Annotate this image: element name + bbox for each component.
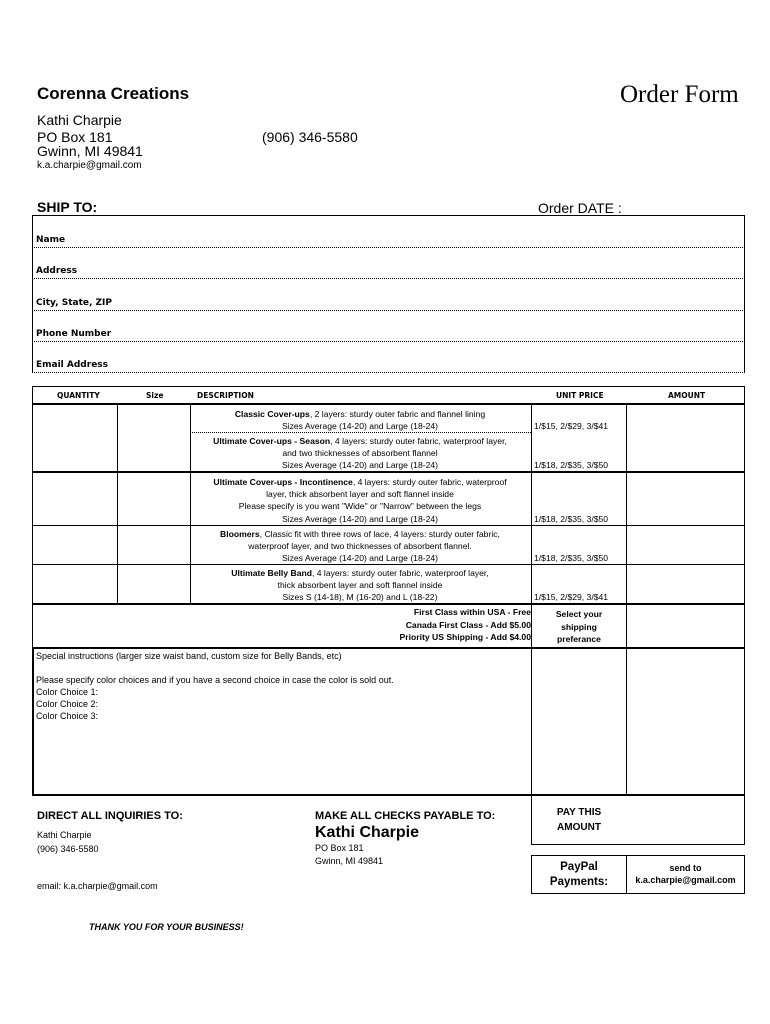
pay-this-amount-label: PAY THIS AMOUNT bbox=[556, 807, 602, 833]
color-choice-2[interactable]: Color Choice 2: bbox=[36, 699, 99, 709]
checks-heading: MAKE ALL CHECKS PAYABLE TO: bbox=[315, 810, 496, 822]
col-unit-price: UNIT PRICE bbox=[556, 391, 604, 400]
product-name: Bloomers bbox=[220, 529, 260, 539]
thank-you-note: THANK YOU FOR YOUR BUSINESS! bbox=[89, 922, 244, 932]
checks-po: PO Box 181 bbox=[315, 843, 364, 853]
unit-price: 1/$15, 2/$29, 3/$41 bbox=[534, 592, 609, 602]
company-name: Corenna Creations bbox=[37, 84, 190, 103]
product-name: Classic Cover-ups bbox=[234, 409, 310, 419]
product-name: Ultimate Cover-ups - Season bbox=[213, 436, 331, 446]
product-name: Ultimate Cover-ups - Incontinence bbox=[213, 477, 353, 487]
product-row: Ultimate Belly Band, 4 layers: sturdy outer fabric, waterproof layer, thick absorbent layer and soft flannel inside Sizes S (14-18), M (16-20) and L (18-22) bbox=[231, 568, 489, 603]
size-column[interactable] bbox=[119, 405, 189, 602]
unit-price: 1/$18, 2/$35, 3/$50 bbox=[534, 460, 609, 470]
paypal-send-to[interactable]: send to k.a.charpie@gmail.com bbox=[635, 863, 736, 885]
field-email-address[interactable]: Email Address bbox=[36, 360, 109, 370]
inquiries-phone: (906) 346-5580 bbox=[37, 844, 99, 854]
company-email[interactable]: k.a.charpie@gmail.com bbox=[37, 160, 142, 171]
paypal-label: PayPal Payments: bbox=[549, 861, 609, 888]
checks-name: Kathi Charpie bbox=[315, 824, 420, 841]
quantity-cell[interactable] bbox=[34, 565, 116, 602]
color-choice-1[interactable]: Color Choice 1: bbox=[36, 687, 99, 697]
ship-to-heading: SHIP TO: bbox=[37, 199, 98, 215]
product-row: Ultimate Cover-ups - Incontinence, 4 layers: sturdy outer fabric, waterproof layer, thick absorbent layer and soft flannel inside Please specify is you want "Wide" or "Narrow" between the legs Sizes Average (14-20) and Large (18-24) bbox=[213, 477, 507, 524]
company-city: Gwinn, MI 49841 bbox=[37, 143, 143, 159]
form-title: Order Form bbox=[620, 81, 739, 108]
quantity-cell[interactable] bbox=[34, 473, 116, 524]
field-city-state-zip[interactable]: City, State, ZIP bbox=[36, 298, 112, 308]
amount-column[interactable] bbox=[628, 405, 743, 602]
quantity-cell[interactable] bbox=[34, 526, 116, 563]
product-row: Ultimate Cover-ups - Season, 4 layers: sturdy outer fabric, waterproof layer, and two thicknesses of absorbent flannel Sizes Average (14-20) and Large (18-24) bbox=[213, 436, 507, 471]
col-description: DESCRIPTION bbox=[197, 391, 254, 400]
col-size: Size bbox=[146, 391, 164, 400]
shipping-select[interactable]: Select your shipping preferance bbox=[555, 609, 603, 644]
inquiries-name: Kathi Charpie bbox=[37, 830, 92, 840]
po-box: PO Box 181 bbox=[37, 129, 113, 145]
quantity-cell[interactable] bbox=[34, 405, 116, 470]
contact-name: Kathi Charpie bbox=[37, 112, 122, 128]
shipping-options: First Class within USA - Free Canada First Class - Add $5.00 Priority US Shipping - Add $4.00 bbox=[399, 607, 531, 642]
order-date-label: Order DATE : bbox=[538, 200, 622, 216]
color-choice-3[interactable]: Color Choice 3: bbox=[36, 711, 99, 721]
company-phone: (906) 346-5580 bbox=[262, 129, 358, 145]
product-row: Bloomers, Classic fit with three rows of lace, 4 layers: sturdy outer fabric, waterproof layer, and two thicknesses of absorbent flannel. Sizes Average (14-20) and Large (18-24) bbox=[220, 529, 500, 564]
col-amount: AMOUNT bbox=[668, 391, 706, 400]
special-instructions[interactable]: Special instructions (larger size waist band, custom size for Belly Bands, etc) bbox=[36, 651, 342, 661]
product-row: Classic Cover-ups, 2 layers: sturdy outer fabric and flannel lining Sizes Average (14-20) and Large (18-24) bbox=[234, 409, 486, 432]
unit-price: 1/$18, 2/$35, 3/$50 bbox=[534, 514, 609, 524]
col-quantity: QUANTITY bbox=[57, 391, 100, 400]
checks-city: Gwinn, MI 49841 bbox=[315, 856, 384, 866]
field-phone-number[interactable]: Phone Number bbox=[36, 329, 112, 339]
pay-amount-field[interactable] bbox=[628, 797, 743, 843]
inquiries-heading: DIRECT ALL INQUIRIES TO: bbox=[37, 810, 183, 822]
product-name: Ultimate Belly Band bbox=[231, 568, 312, 578]
unit-price: 1/$18, 2/$35, 3/$50 bbox=[534, 553, 609, 563]
field-address[interactable]: Address bbox=[36, 266, 78, 276]
field-name[interactable]: Name bbox=[36, 235, 66, 245]
unit-price: 1/$15, 2/$29, 3/$41 bbox=[534, 421, 609, 431]
inquiries-email[interactable]: email: k.a.charpie@gmail.com bbox=[37, 881, 158, 891]
color-note: Please specify color choices and if you have a second choice in case the color is sold out. bbox=[36, 675, 394, 685]
